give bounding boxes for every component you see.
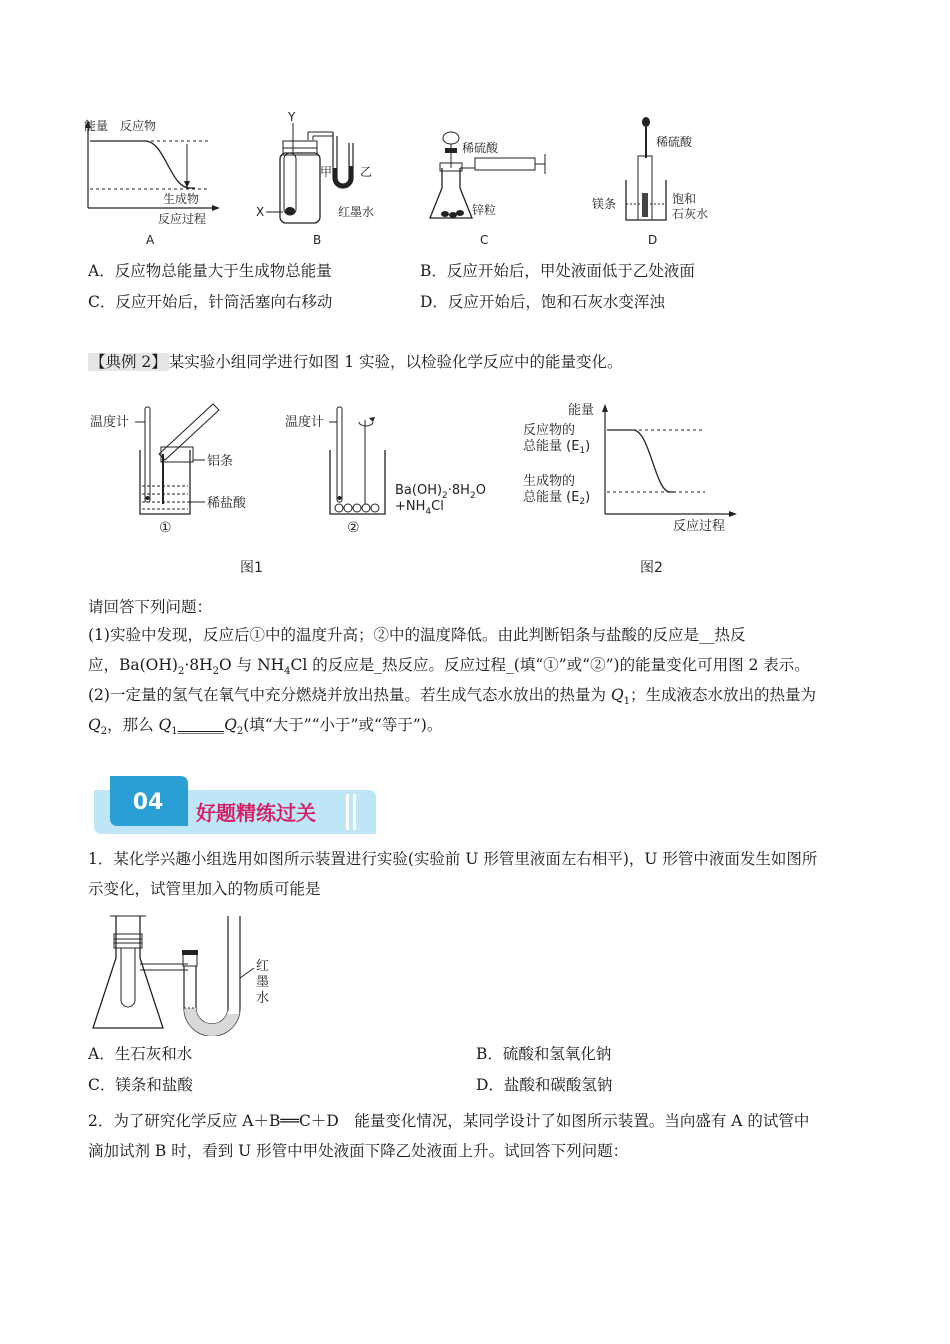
q1-option-b: B．硫酸和氢氧化钠 [476, 1045, 612, 1063]
fig2-reactant-2: 总能量 $(E_1)$ [523, 439, 591, 456]
option-b-prev: B．反应开始后，甲处液面低于乙处液面 [420, 262, 695, 280]
fig1-caption: 图1 [240, 560, 263, 576]
q1-line2: 示变化，试管里加入的物质可能是 [88, 880, 321, 898]
fig1-num-2: ② [347, 520, 360, 536]
q1-ink-label-3: 水 [256, 991, 270, 1006]
example2-heading [88, 351, 623, 373]
example2-text: 某实验小组同学进行如图 1 实验，以检验化学反应中的能量变化。 [168, 353, 623, 371]
option-c-prev: C．反应开始后，针筒活塞向右移动 [88, 293, 333, 311]
option-d-prev: D．反应开始后，饱和石灰水变浑浊 [420, 293, 665, 311]
fig-b-y: Y [288, 110, 296, 124]
fig1-reagent-2: $+NH_4Cl$ [395, 499, 444, 517]
q1-option-a: A．生石灰和水 [88, 1045, 193, 1063]
fig2-product-1: 生成物的 [523, 474, 576, 489]
example2-q2-line2: $Q_2$，那么 $Q_1\_\_\_\_\_\_Q_2$(填“大于”“小于”或“等于”)。 [88, 716, 443, 738]
q1-ink-label-2: 墨 [256, 975, 270, 990]
example2-figures [85, 392, 765, 587]
fig-a-letter: A [146, 233, 155, 247]
example2-tag: 【典例 2】 [90, 353, 167, 371]
fig-d-acid: 稀硫酸 [656, 135, 693, 149]
fig1-al: 铝条 [207, 454, 234, 469]
fig-b-yi: 乙 [360, 165, 373, 179]
example2-q2-line1: (2)一定量的氢气在氧气中充分燃烧并放出热量。若生成气态水放出的热量为 $Q_1$；生成液态水放出的热量为 [88, 686, 816, 708]
fig1-num-1: ① [159, 520, 172, 536]
fig-b-ink: 红墨水 [338, 205, 375, 219]
section-badge [88, 776, 380, 838]
fig-b-letter: B [313, 233, 322, 247]
fig2-ylabel: 能量 [568, 403, 595, 418]
example2-prompt: 请回答下列问题： [88, 598, 213, 616]
fig-b-x: X [256, 205, 265, 219]
example2-q1-line2: 应，$Ba(OH)_2\cdot 8H_2O$ 与 $NH_4Cl$ 的反应是_热反应。反应过程_(填“①”或“②”)的能量变化可用图 2 表示。 [88, 656, 810, 678]
fig2-caption: 图2 [640, 560, 663, 576]
example2-q1-line1: (1)实验中发现，反应后①中的温度升高；②中的温度降低。由此判断铝条与盐酸的反应是__热反 [88, 626, 746, 644]
fig1-thermo-2: 温度计 [285, 415, 325, 430]
figure-b-bottle-utube [256, 110, 374, 247]
figure-a-energy-diagram [84, 118, 220, 247]
fig-a-product: 生成物 [163, 192, 200, 206]
fig1-thermo-1: 温度计 [90, 415, 130, 430]
fig-a-xlabel: 反应过程 [158, 212, 207, 226]
q1-option-c: C．镁条和盐酸 [88, 1076, 193, 1094]
q1-ink-label-1: 红 [256, 959, 270, 974]
apparatus-figure-abcd [80, 108, 760, 253]
fig1-reagent-1: $Ba(OH)_2\cdot 8H_2O$ [395, 483, 486, 501]
option-a-prev: A．反应物总能量大于生成物总能量 [88, 262, 332, 280]
section-number: 04 [132, 790, 164, 815]
fig2-energy-diagram [523, 402, 737, 534]
fig1-hcl: 稀盐酸 [207, 496, 247, 511]
fig-c-acid: 稀硫酸 [462, 141, 499, 155]
fig-d-lime1: 饱和 [672, 192, 697, 206]
figure-d-beaker-dropper [592, 117, 708, 247]
fig1-beaker-2 [285, 407, 486, 536]
q1-option-d: D．盐酸和碳酸氢钠 [476, 1076, 613, 1094]
fig-a-reactant: 反应物 [120, 119, 157, 133]
fig-d-letter: D [648, 233, 658, 247]
fig-c-letter: C [480, 233, 489, 247]
fig2-product-2: 总能量 $(E_2)$ [523, 490, 591, 507]
q1-line1: 1．某化学兴趣小组选用如图所示装置进行实验(实验前 U 形管里液面左右相平)，U 形管中液面发生如图所 [88, 850, 818, 868]
fig2-reactant-1: 反应物的 [523, 423, 576, 438]
fig1-beaker-1 [90, 404, 247, 536]
fig-b-jia: 甲 [320, 165, 333, 179]
fig-d-lime2: 石灰水 [672, 207, 709, 221]
fig-a-ylabel: 能量 [84, 119, 109, 133]
fig-c-zinc: 锌粒 [472, 203, 497, 217]
q2-line1: 2．为了研究化学反应 A＋B══C＋D 能量变化情况，某同学设计了如图所示装置。当向盛有 A 的试管中 [88, 1112, 810, 1130]
fig-d-mg: 镁条 [592, 197, 617, 211]
q2-line2: 滴加试剂 B 时，看到 U 形管中甲处液面下降乙处液面上升。试回答下列问题： [88, 1142, 629, 1160]
fig2-xlabel: 反应过程 [673, 519, 726, 534]
section-title: 好题精练过关 [196, 801, 316, 825]
figure-c-flask-syringe [430, 132, 545, 247]
q1-apparatus [88, 908, 288, 1036]
